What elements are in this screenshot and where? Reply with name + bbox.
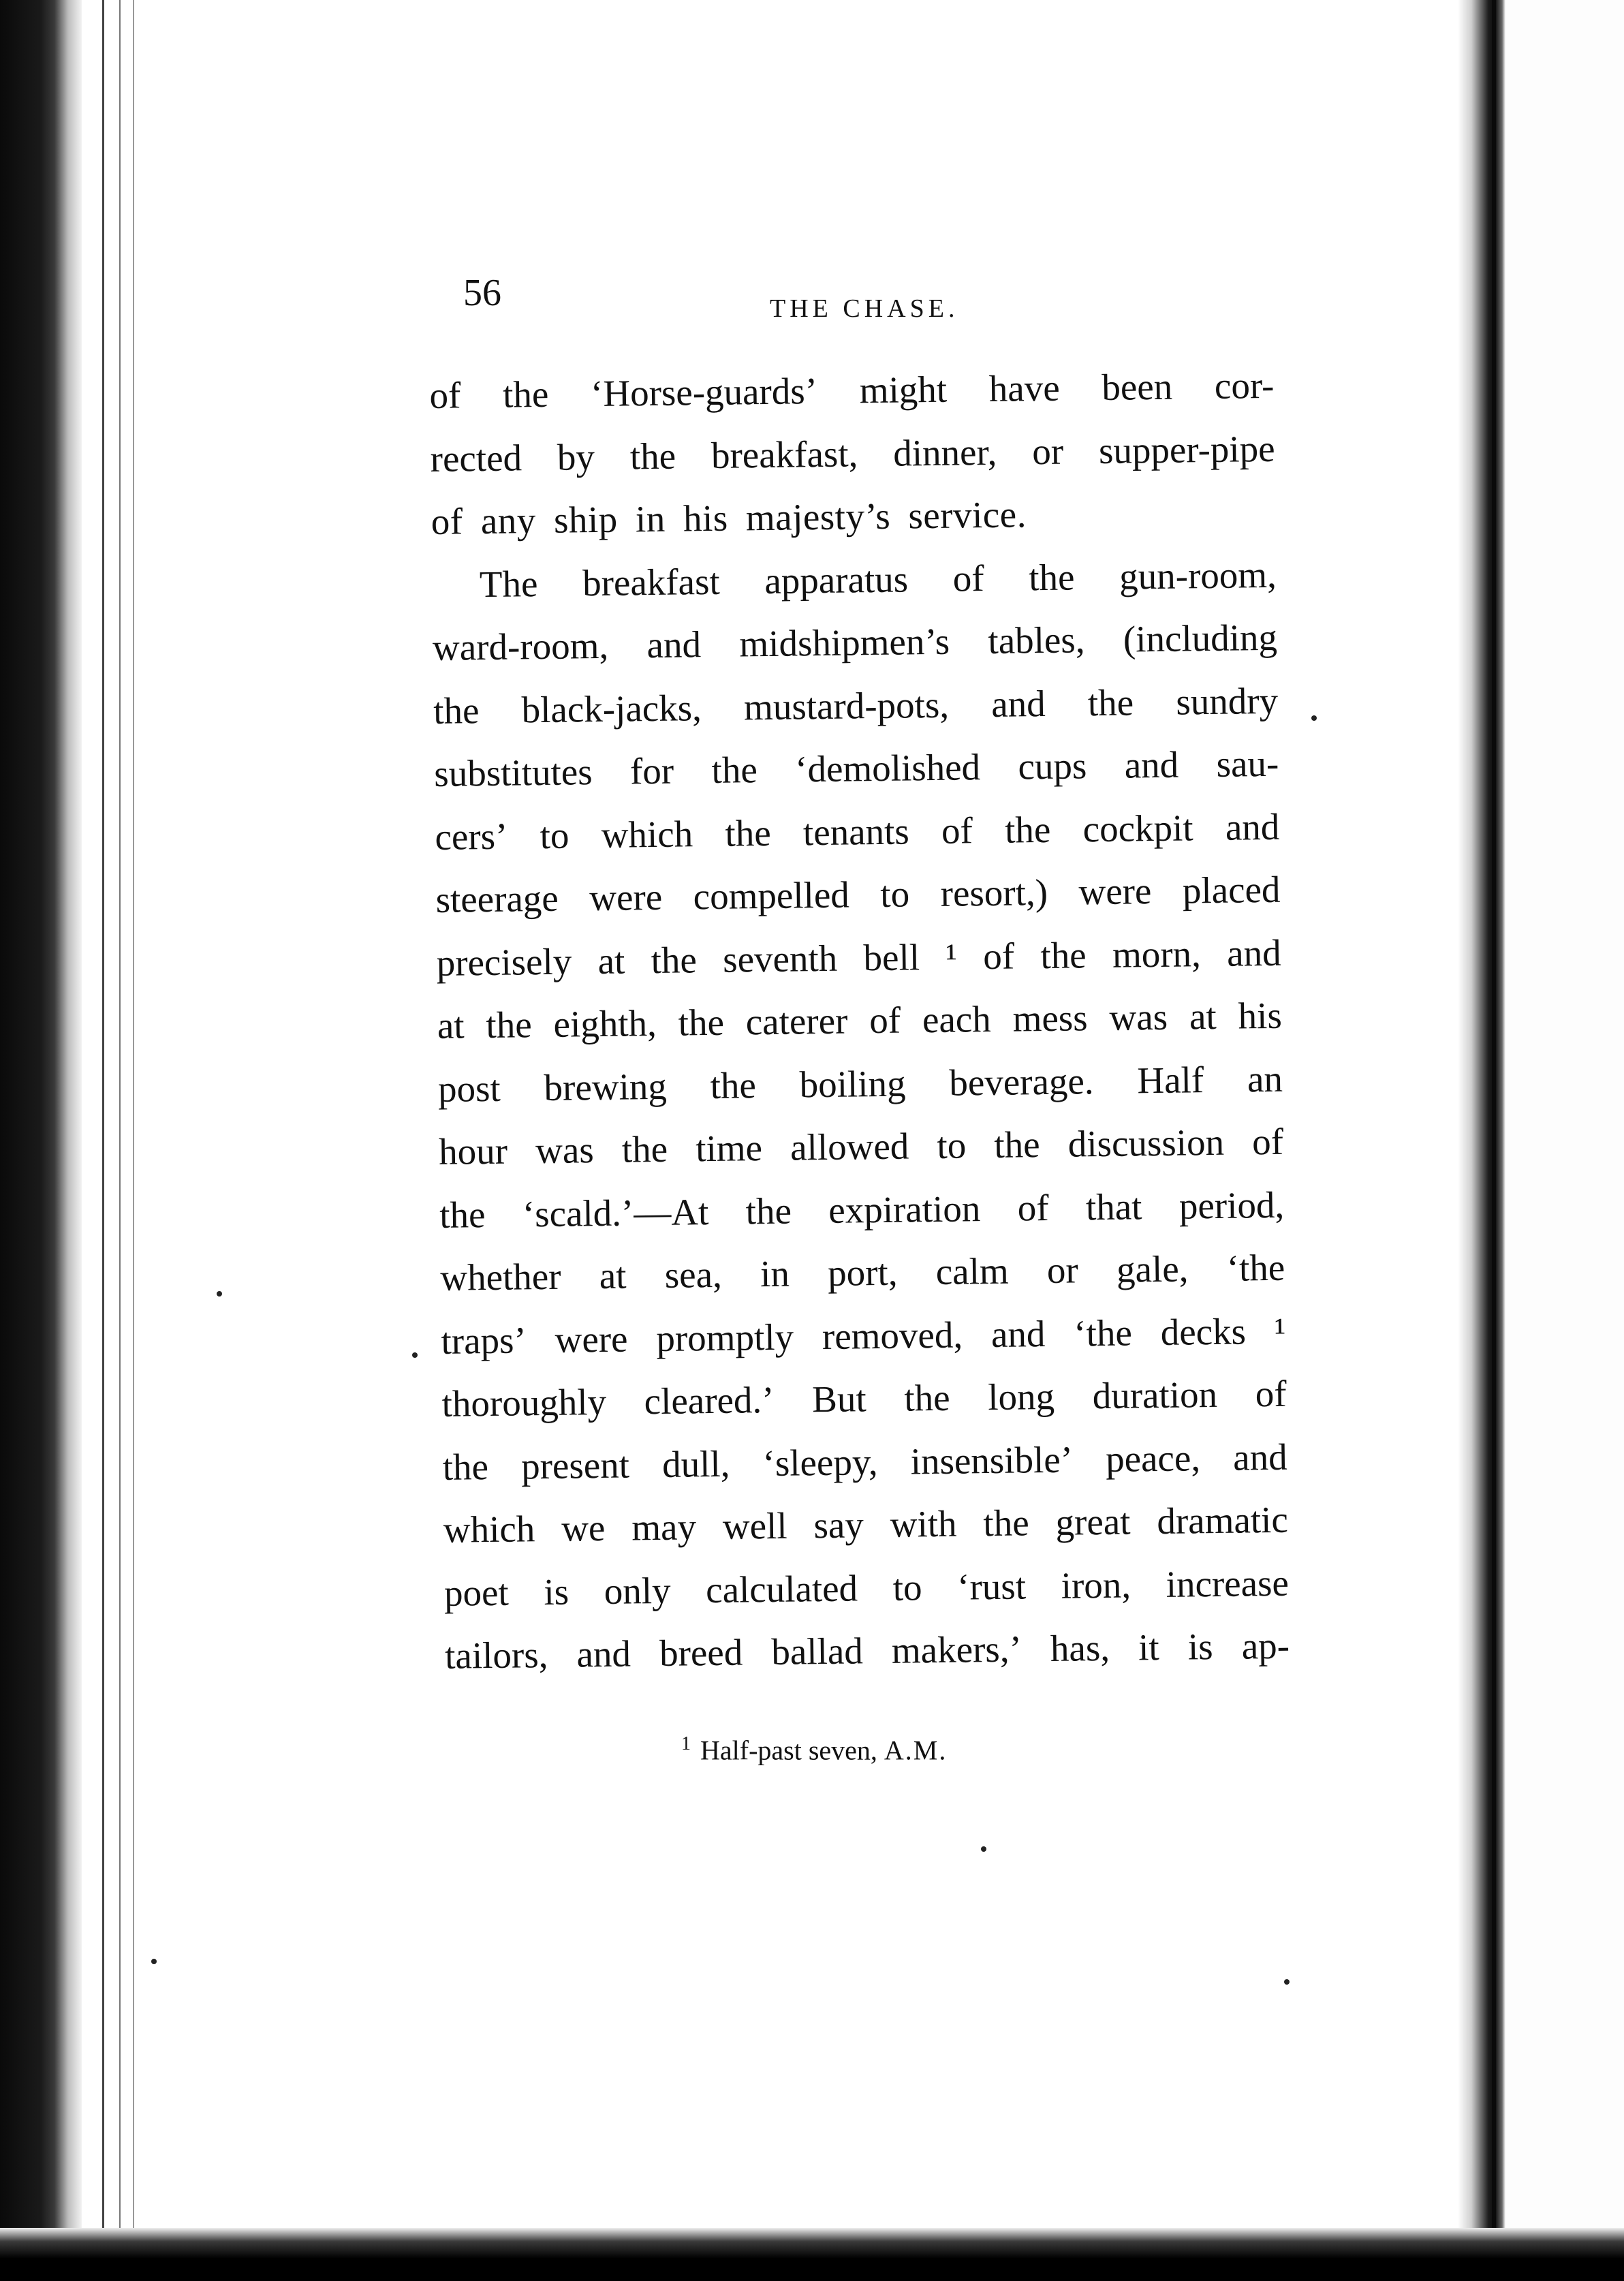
text-line: steerage were compelled to resort,) were placed — [435, 868, 1281, 920]
body-text — [429, 354, 1290, 1688]
page-number: 56 — [463, 272, 501, 314]
footnote-suffix: A.M. — [884, 1735, 948, 1766]
speck — [412, 1352, 418, 1358]
text-line: rected by the breakfast, dinner, or supper-pipe — [430, 427, 1275, 480]
speck — [151, 1959, 157, 1964]
gutter-line — [1492, 0, 1496, 2281]
text-line: thoroughly cleared.’ But the long duration of — [441, 1372, 1287, 1425]
adjacent-page — [1505, 0, 1624, 2281]
page-edge-line — [133, 0, 134, 2248]
text-line: poet is only calculated to ‘rust iron, increase — [443, 1562, 1290, 1614]
speck — [981, 1846, 986, 1852]
text-line: which we may well say with the great dramatic — [443, 1498, 1289, 1551]
text-line: whether at sea, in port, calm or gale, ‘the — [440, 1246, 1285, 1299]
speck — [1311, 715, 1317, 721]
speck — [217, 1291, 222, 1297]
binding-edge — [0, 0, 82, 2281]
footnote-mark: 1 — [681, 1733, 691, 1754]
text-line: the ‘scald.’—At the expiration of that period, — [439, 1183, 1285, 1236]
text-line: hour was the time allowed to the discussion of — [438, 1120, 1284, 1173]
text-line: cers’ to which the tenants of the cockpit and — [435, 805, 1280, 858]
bottom-edge — [0, 2228, 1624, 2281]
text-line: the present dull, ‘sleepy, insensible’ peace, and — [442, 1436, 1287, 1488]
footnote-text: Half-past seven, — [700, 1735, 877, 1766]
text-line: ward-room, and midshipmen’s tables, (including — [432, 616, 1278, 668]
text-line: tailors, and breed ballad makers,’ has, it is ap- — [444, 1624, 1290, 1677]
page-edge-line — [102, 0, 104, 2248]
text-line: precisely at the seventh bell ¹ of the morn, and — [436, 931, 1281, 984]
text-line: the black-jacks, mustard-pots, and the sundry — [433, 679, 1279, 732]
running-title: THE CHASE. — [770, 294, 959, 323]
text-line: post brewing the boiling beverage. Half an — [437, 1057, 1283, 1110]
text-line: of any ship in his majesty’s service. — [431, 493, 1027, 542]
text-line: substitutes for the ‘demolished cups and sau- — [433, 742, 1279, 794]
speck — [1284, 1979, 1290, 1985]
text-line: at the eighth, the caterer of each mess was at his — [437, 994, 1283, 1046]
text-line: The breakfast apparatus of the gun-room, — [479, 553, 1277, 605]
page-edge-line — [119, 0, 121, 2248]
running-head — [463, 273, 1267, 334]
footnote — [681, 1727, 947, 1767]
text-line: traps’ were promptly removed, and ‘the decks ¹ — [441, 1309, 1286, 1362]
text-line: of the ‘Horse-guards’ might have been cor- — [429, 364, 1275, 416]
gutter-shadow — [1458, 0, 1505, 2281]
